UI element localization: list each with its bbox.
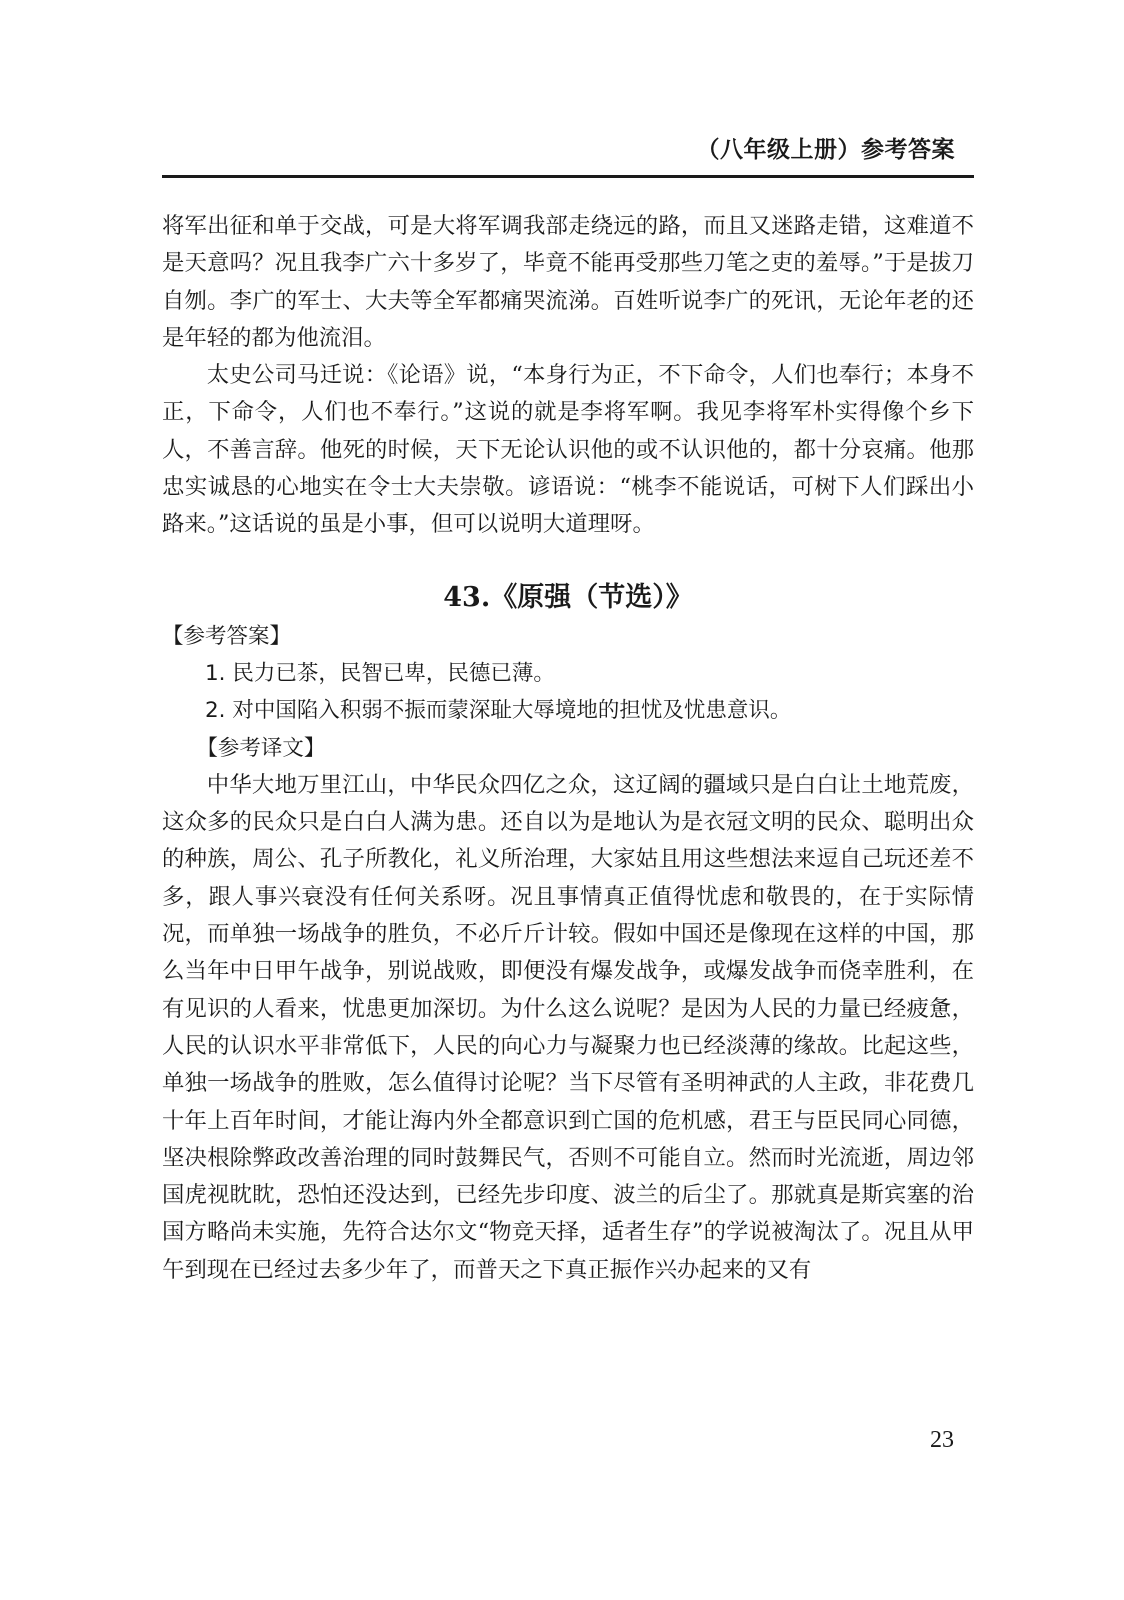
header-rule bbox=[162, 175, 974, 178]
paragraph-li-guang-death: 将军出征和单于交战，可是大将军调我部走绕远的路，而且又迷路走错，这难道不是天意吗？况且我李广六十多岁了，毕竟不能再受那些刀笔之吏的羞辱。”于是拔刀自刎。李广的军士、大夫等全军都痛哭流涕。百姓听说李广的死讯，无论年老的还是年轻的都为他流泪。 bbox=[162, 213, 974, 351]
page-body bbox=[162, 208, 974, 1289]
answer-label: 【参考答案】 bbox=[162, 623, 292, 649]
page-number: 23 bbox=[930, 1427, 954, 1453]
paragraph-taishigong: 太史公司马迁说：《论语》说，“本身行为正，不下命令，人们也奉行；本身不正，下命令，人们也不奉行。”这说的就是李将军啊。我见李将军朴实得像个乡下人，不善言辞。他死的时候，天下无论认识他的或不认识他的，都十分哀痛。他那忠实诚恳的心地实在令士大夫崇敬。谚语说：“桃李不能说话，可树下人们踩出小路来。”这话说的虽是小事，但可以说明大道理呀。 bbox=[162, 362, 974, 538]
section-title: 43.《原强（节选）》 bbox=[443, 581, 693, 613]
answer-item-2: 2. 对中国陷入积弱不振而蒙深耻大辱境地的担忧及忧患意识。 bbox=[205, 698, 792, 724]
translation-label: 【参考译文】 bbox=[196, 735, 326, 761]
translation-paragraph: 中华大地万里江山，中华民众四亿之众，这辽阔的疆域只是白白让土地荒废，这众多的民众只是白白人满为患。还自以为是地认为是衣冠文明的民众、聪明出众的种族，周公、孔子所教化，礼义所治理，大家姑且用这些想法来逗自己玩还差不多，跟人事兴衰没有任何关系呀。况且事情真正值得忧虑和敬畏的，在于实际情况，而单独一场战争的胜负，不必斤斤计较。假如中国还是像现在这样的中国，那么当年中日甲午战争，别说战败，即便没有爆发战争，或爆发战争而侥幸胜利，在有见识的人看来，忧患更加深切。为什么这么说呢？是因为人民的力量已经疲惫，人民的认识水平非常低下，人民的向心力与凝聚力也已经淡薄的缘故。比起这些，单独一场战争的胜败，怎么值得讨论呢？当下尽管有圣明神武的人主政，非花费几十年上百年时间，才能让海内外全都意识到亡国的危机感，君王与臣民同心同德，坚决根除弊政改善治理的同时鼓舞民气，否则不可能自立。然而时光流逝，周边邻国虎视眈眈，恐怕还没达到，已经先步印度、波兰的后尘了。那就真是斯宾塞的治国方略尚未实施，先符合达尔文“物竞天择，适者生存”的学说被淘汰了。况且从甲午到现在已经过去多少年了，而普天之下真正振作兴办起来的又有 bbox=[162, 771, 974, 1283]
answer-item-1: 1. 民力已茶，民智已卑，民德已薄。 bbox=[205, 660, 555, 686]
running-header: （八年级上册）参考答案 bbox=[696, 137, 955, 163]
